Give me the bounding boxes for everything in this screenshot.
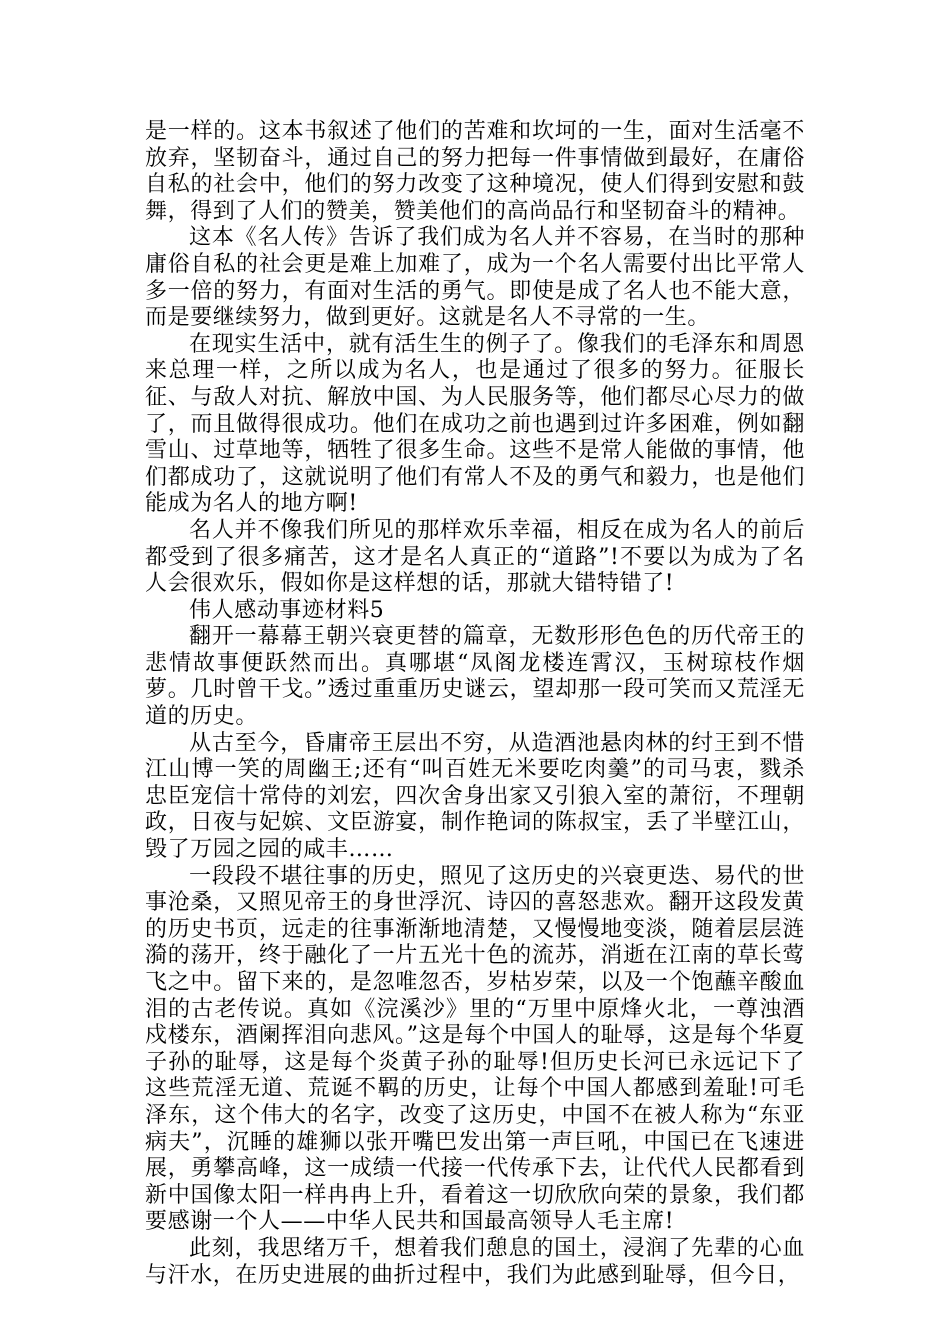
- document-page: [145, 119, 805, 1289]
- paragraph-3: 在现实生活中，就有活生生的例子了。像我们的毛泽东和周恩来总理一样，之所以成为名人，也是通过了很多的努力。征服长征、与敌人对抗、解放中国、为人民服务等，他们都尽心尽力的做了，而且做得很成功。他们在成功之前也遇到过许多困难，例如翻雪山、过草地等，牺牲了很多生命。这些不是常人能做的事情，他们都成功了，这就说明了他们有常人不及的勇气和毅力，也是他们能成为名人的地方啊!: [145, 331, 805, 517]
- paragraph-7: 一段段不堪往事的历史，照见了这历史的兴衰更迭、易代的世事沧桑，又照见帝王的身世浮沉、诗囚的喜怒悲欢。翻开这段发黄的历史书页，远走的往事渐渐地清楚，又慢慢地变淡，随着层层涟漪的荡开，终于融化了一片五光十色的流苏，消逝在江南的草长莺飞之中。留下来的，是忽唯忽否，岁枯岁荣，以及一个饱蘸辛酸血泪的古老传说。真如《浣溪沙》里的“万里中原烽火北，一尊浊酒戍楼东，酒阑挥泪向悲风。”这是每个中国人的耻辱，这是每个华夏子孙的耻辱，这是每个炎黄子孙的耻辱!但历史长河已永远记下了这些荒淫无道、荒诞不羁的历史，让每个中国人都感到羞耻!可毛泽东，这个伟大的名字，改变了这历史，中国不在被人称为“东亚病夫”，沉睡的雄狮以张开嘴巴发出第一声巨吼，中国已在飞速进展，勇攀高峰，这一成绩一代接一代传承下去，让代代人民都看到新中国像太阳一样冉冉上升，看着这一切欣欣向荣的景象，我们都要感谢一个人——中华人民共和国最高领导人毛主席!: [145, 863, 805, 1235]
- paragraph-8: 此刻，我思绪万千，想着我们憩息的国土，浸润了先辈的心血与汗水，在历史进展的曲折过程中，我们为此感到耻辱，但今日，: [145, 1235, 805, 1288]
- paragraph-5: 翻开一幕幕王朝兴衰更替的篇章，无数形形色色的历代帝王的悲情故事便跃然而出。真哪堪“凤阁龙楼连霄汉，玉树琼枝作烟萝。几时曾干戈。”透过重重历史谜云，望却那一段可笑而又荒淫无道的历史。: [145, 624, 805, 730]
- paragraph-2: 这本《名人传》告诉了我们成为名人并不容易，在当时的那种庸俗自私的社会更是难上加难了，成为一个名人需要付出比平常人多一倍的努力，有面对生活的勇气。即使是成了名人也不能大意，而是要继续努力，做到更好。这就是名人不寻常的一生。: [145, 225, 805, 331]
- paragraph-4: 名人并不像我们所见的那样欢乐幸福，相反在成为名人的前后都受到了很多痛苦，这才是名人真正的“道路”!不要以为成为了名人会很欢乐，假如你是这样想的话，那就大错特错了!: [145, 517, 805, 597]
- paragraph-6: 从古至今，昏庸帝王层出不穷，从造酒池悬肉林的纣王到不惜江山博一笑的周幽王;还有“叫百姓无米要吃肉羹”的司马衷，戮杀忠臣宠信十常侍的刘宏，四次舍身出家又引狼入室的萧衍，不理朝政，日夜与妃嫔、文臣游宴，制作艳词的陈叔宝，丢了半壁江山，毁了万园之园的咸丰……: [145, 730, 805, 863]
- section-heading: 伟人感动事迹材料5: [189, 597, 385, 623]
- paragraph-1: 是一样的。这本书叙述了他们的苦难和坎坷的一生，面对生活毫不放弃，坚韧奋斗，通过自己的努力把每一件事情做到最好，在庸俗自私的社会中，他们的努力改变了这种境况，使人们得到安慰和鼓舞，得到了人们的赞美，赞美他们的高尚品行和坚韧奋斗的精神。: [145, 119, 805, 224]
